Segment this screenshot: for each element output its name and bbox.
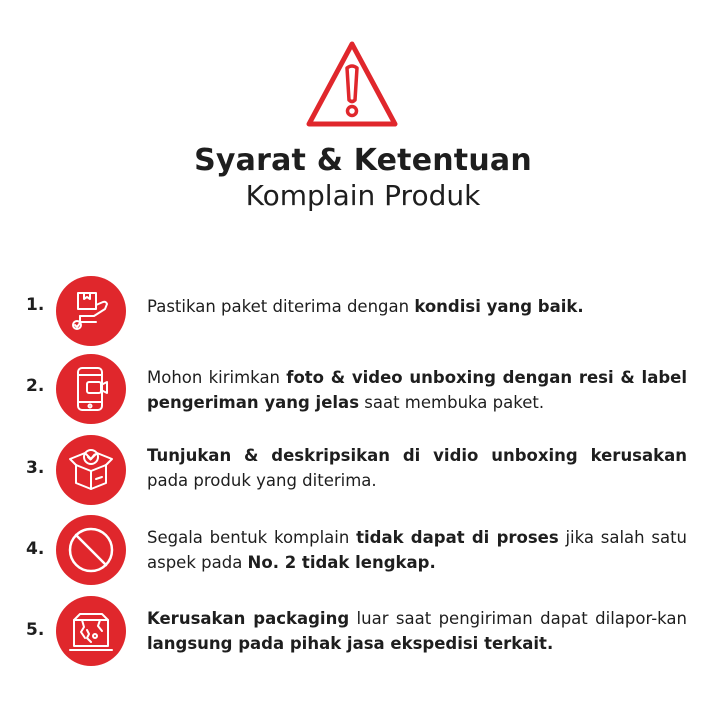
page-title: Syarat & Ketentuan	[194, 143, 532, 178]
item-text: Kerusakan packaging luar saat pengiriman dapat dilapor-kan langsung pada pihak jasa ekspedisi terkait.	[147, 609, 687, 653]
item-number: 5.	[26, 620, 45, 640]
warning-icon	[303, 38, 401, 130]
package-hand-icon	[56, 276, 126, 346]
item-text: Pastikan paket diterima dengan kondisi yang baik.	[147, 297, 584, 316]
open-box-check-icon	[56, 435, 126, 505]
page-subtitle: Komplain Produk	[245, 179, 481, 212]
item-text: Segala bentuk komplain tidak dapat di proses jika salah satu aspek pada No. 2 tidak lengkap.	[147, 528, 687, 572]
item-text: Tunjukan & deskripsikan di vidio unboxing kerusakan pada produk yang diterima.	[147, 446, 687, 490]
list-item	[0, 271, 726, 351]
item-number: 3.	[26, 458, 45, 478]
list-item	[0, 349, 726, 429]
item-number: 1.	[26, 295, 45, 315]
item-number: 2.	[26, 376, 45, 396]
list-item	[0, 592, 726, 672]
prohibited-icon	[56, 515, 126, 585]
phone-video-icon	[56, 354, 126, 424]
list-item	[0, 429, 726, 509]
list-item	[0, 511, 726, 591]
item-text: Mohon kirimkan foto & video unboxing dengan resi & label pengeriman yang jelas saat membuka paket.	[147, 368, 687, 412]
damaged-box-icon	[56, 596, 126, 666]
item-number: 4.	[26, 539, 45, 559]
